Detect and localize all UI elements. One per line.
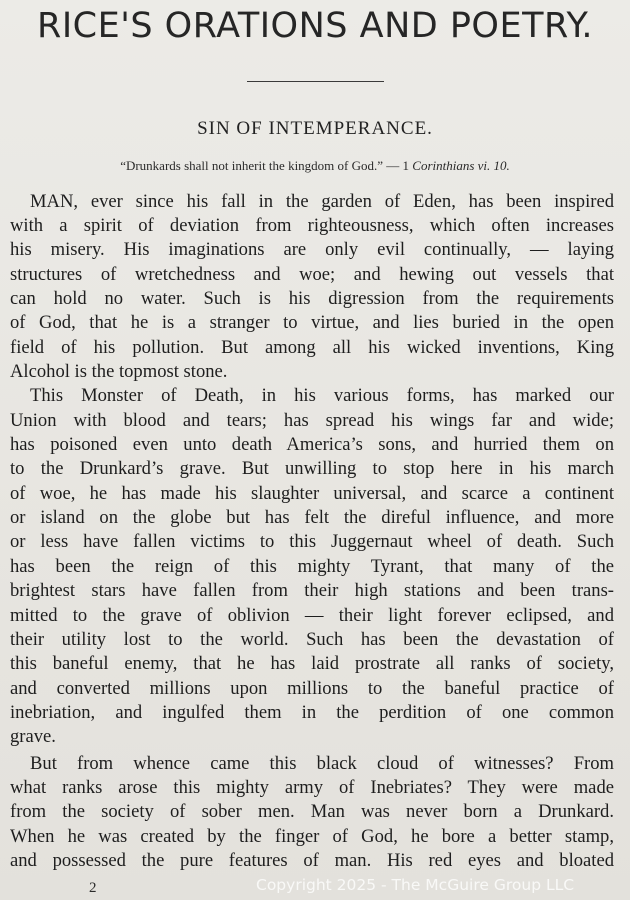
text-line: mitted to the grave of oblivion — their light forever eclipsed, and [10,605,614,626]
text-line: this baneful enemy, that he has laid prostrate all ranks of society, [10,653,614,674]
text-line: from the society of sober men. Man was never born a Drunkard. [10,801,614,822]
text-line: Alcohol is the topmost stone. [10,361,228,382]
text-line: Union with blood and tears; has spread his wings far and wide; [10,410,614,431]
text-line: inebriation, and ingulfed them in the perdition of one common [10,702,614,723]
text-line: But from whence came this black cloud of witnesses? From [30,753,614,774]
text-line: and converted millions upon millions to the baneful practice of [10,678,614,699]
text-line: their utility lost to the world. Such has been the devastation of [10,629,614,650]
text-line: or island on the globe but has felt the direful influence, and more [10,507,614,528]
text-line: with a spirit of deviation from righteousness, which often increases [10,215,614,236]
text-line: and possessed the pure features of man. His red eyes and bloated [10,850,614,871]
text-line: of woe, he has made his slaughter universal, and scarce a continent [10,483,614,504]
epigraph-quote: “Drunkards shall not inherit the kingdom of God.” — 1 [120,158,410,173]
text-line: or less have fallen victims to this Juggernaut wheel of death. Such [10,531,614,552]
text-line: his misery. His imaginations are only evil continually, — laying [10,239,614,260]
text-line: to the Drunkard’s grave. But unwilling to stop here in his march [10,458,614,479]
epigraph-reference: Corinthians vi. 10. [412,158,510,173]
running-head: RICE'S ORATIONS AND POETRY. [37,6,593,46]
text-line: grave. [10,726,56,747]
text-line: field of his pollution. But among all his wicked inventions, King [10,337,614,358]
text-line: This Monster of Death, in his various forms, has marked our [30,385,614,406]
epigraph [0,158,630,174]
text-line: can hold no water. Such is his digression from the requirements [10,288,614,309]
text-line: MAN, ever since his fall in the garden of Eden, has been inspired [30,191,614,212]
title-rule [247,81,384,82]
text-line: brightest stars have fallen from their high stations and been trans- [10,580,614,601]
chapter-heading: SIN OF INTEMPERANCE. [197,118,433,139]
text-line: When he was created by the finger of God, he bore a better stamp, [10,826,614,847]
text-line: of God, that he is a stranger to virtue, and lies buried in the open [10,312,614,333]
copyright-watermark: Copyright 2025 - The McGuire Group LLC [256,876,575,894]
text-line: structures of wretchedness and woe; and hewing out vessels that [10,264,614,285]
text-line: what ranks arose this mighty army of Inebriates? They were made [10,777,614,798]
text-line: has been the reign of this mighty Tyrant, that many of the [10,556,614,577]
text-line: has poisoned even unto death America’s sons, and hurried them on [10,434,614,455]
page-number: 2 [89,880,97,896]
